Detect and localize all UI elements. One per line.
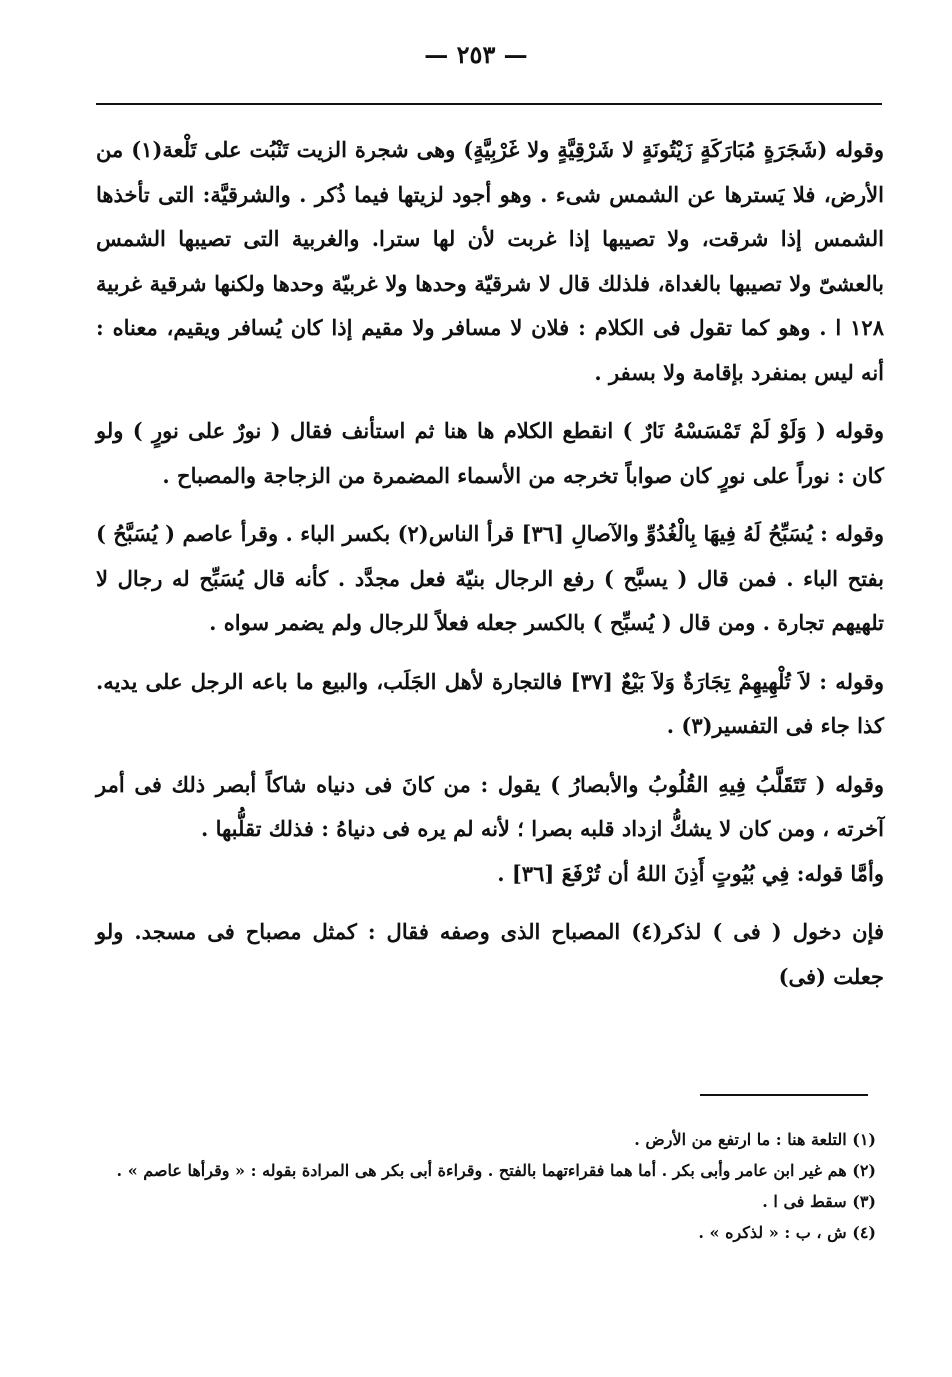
paragraph: وقوله ( وَلَوْ لَمْ تَمْسَسْهُ نَارٌ ) انقطع الكلام ها هنا ثم استأنف فقال ( نورٌ على نورٍ ) ولو كان : نوراً على نورٍ كان صواباً تخرجه من الأسماء المضمرة من الزجاجة والمصباح . (96, 418, 884, 488)
header-divider (96, 103, 882, 105)
paragraph: وقوله (شَجَرَةٍ مُبَارَكَةٍ زَيْتُونَةٍ لا شَرْقِيَّةٍ ولا غَرْبِيَّةٍ) وهى شجرة الزيت تَنْبُت على تَلْعة(١) من الأرض، فلا يَسترها عن الشمس شىء . وهو أجود لزيتها فيما ذُكر . والشرقيَّة: التى تأخذها الشمس إذا شرقت، ولا تصيبها إذا غربت لأن لها سترا. والغربية التى تصيبها الشمس بالعشىّ ولا تصيبها بالغداة، فلذلك قال لا شرقيّة وحدها ولا غربيّة وحدها ولكنها شرقية غربية ١٢٨ ا . وهو كما تقول فى الكلام : فلان لا مسافر ولا مقيم إذا كان يُسافر ويقيم، معناه : أنه ليس بمنفرد بإقامة ولا بسفر . (96, 137, 884, 385)
page-number: — ٢٥٣ — (424, 40, 528, 69)
paragraph: وقوله ( تَتَقَلَّبُ فِيهِ القُلُوبُ والأبصارُ ) يقول : من كانَ فى دنياه شاكاً أبصر ذلك فى أمر آخرته ، ومن كان لا يشكُّ ازداد قلبه بصرا ؛ لأنه لم يره فى دنياهُ : فذلك تقلُّبها . (96, 771, 884, 841)
footnote: (٢) هم غير ابن عامر وأبى بكر . أما هما فقراءتهما بالفتح . وقراءة أبى بكر هى المرادة بقوله : « وقرأها عاصم » . (116, 1161, 876, 1180)
paragraph: وأمَّا قوله: فِي بُيُوتٍ أَذِنَ اللهُ أن تُرْفَعَ [٣٦] . (497, 860, 884, 886)
footnote: (١) التلعة هنا : ما ارتفع من الأرض . (634, 1130, 876, 1149)
footnote: (٤) ش ، ب : « لذكره » . (698, 1223, 876, 1242)
paragraph: فإن دخول ( فى ) لذكر(٤) المصباح الذى وصفه فقال : كمثل مصباح فى مسجد. ولو جعلت (فى) (96, 919, 884, 989)
footnote: (٣) سقط فى ا . (762, 1192, 876, 1211)
footnotes (96, 1124, 884, 1248)
paragraph: وقوله : لاَ تُلْهِيهِمْ تِجَارَةٌ وَلاَ بَيْعٌ [٣٧] فالتجارة لأهل الجَلَب، والبيع ما باعه الرجل على يديه. كذا جاء فى التفسير(٣) . (96, 668, 884, 738)
footnote-divider (700, 1094, 868, 1096)
paragraph: وقوله : يُسَبِّحُ لَهُ فِيهَا بِالْغُدُوِّ والآصالِ [٣٦] قرأ الناس(٢) بكسر الباء . وقرأ عاصم ( يُسَبَّحُ ) بفتح الباء . فمن قال ( يسبَّح ) رفع الرجال بنيّة فعل مجدَّد . كأنه قال يُسَبِّح له رجال لا تلهيهم تجارة . ومن قال ( يُسبِّح ) بالكسر جعله فعلاً للرجال ولم يضمر سواه . (96, 521, 884, 635)
main-text (96, 128, 884, 1013)
